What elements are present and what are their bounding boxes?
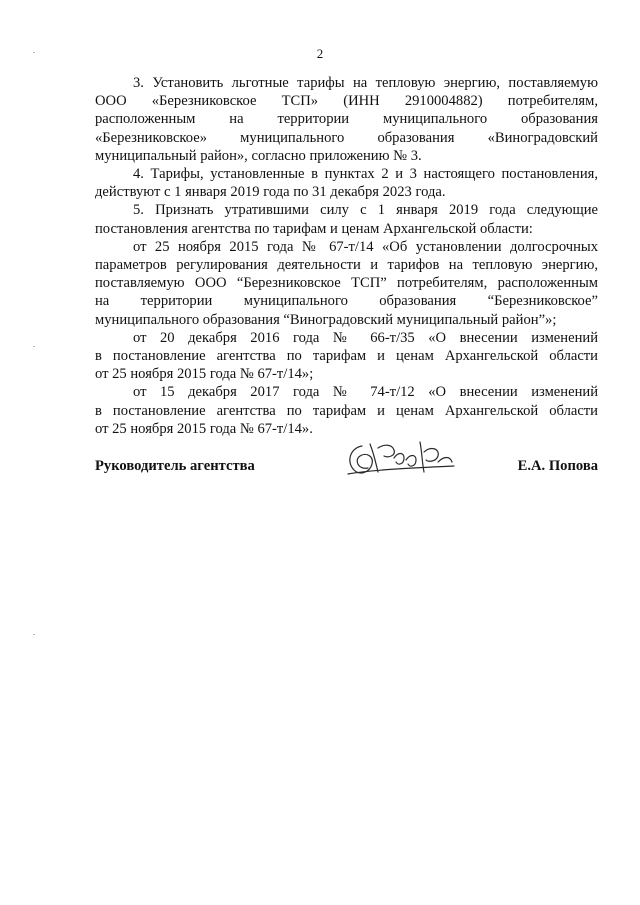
paragraph-3 [95,74,598,165]
text-line: 3. Установить льготные тарифы на тепловую энергию, поставляемую [133,75,598,91]
text-line: ООО «Березниковское ТСП» (ИНН 2910004882) потребителям, [95,93,598,110]
page-number: 2 [316,46,324,61]
text-line: муниципального образования “Виноградовский муниципальный район”»; [95,311,557,328]
text-line: параметров регулирования деятельности и тарифов на тепловую энергию, [95,257,598,274]
text-line: муниципальный район», согласно приложению № 3. [95,147,422,164]
paragraph-4 [95,165,598,201]
text-line: от 15 декабря 2017 года № 74-т/12 «О внесении изменений [133,384,598,401]
margin-mark [33,346,35,347]
signatory-name: Е.А. Попова [517,458,598,474]
text-line: от 25 ноября 2015 года № 67-т/14 «Об установлении долгосрочных [133,238,598,255]
document-body [95,74,598,438]
repealed-item-1 [95,238,598,329]
text-line: постановления агентства по тарифам и ценам Архангельской области: [95,220,533,237]
text-line: 4. Тарифы, установленные в пунктах 2 и 3 настоящего постановления, [133,166,598,183]
signature-block [95,458,598,478]
repealed-item-2 [95,329,598,384]
paragraph-5 [95,201,598,237]
signatory-position: Руководитель агентства [95,458,255,474]
text-line: поставляемую ООО “Березниковское ТСП” потребителям, расположенным [95,275,598,292]
text-line: действуют с 1 января 2019 года по 31 декабря 2023 года. [95,184,446,201]
margin-mark [33,52,35,53]
text-line: 5. Признать утратившими силу с 1 января 2019 года следующие [133,202,598,219]
text-line: от 25 ноября 2015 года № 67-т/14»; [95,366,314,383]
repealed-item-3 [95,383,598,438]
margin-mark [33,634,35,635]
text-line: от 20 декабря 2016 года № 66-т/35 «О внесении изменений [133,329,598,346]
text-line: от 25 ноября 2015 года № 67-т/14». [95,420,313,437]
text-line: в постановление агентства по тарифам и ценам Архангельской области [95,348,598,365]
text-line: на территории муниципального образования “Березниковское” [95,293,598,310]
text-line: расположенным на территории муниципального образования [95,111,598,128]
text-line: в постановление агентства по тарифам и ценам Архангельской области [95,402,598,419]
text-line: «Березниковское» муниципального образования «Виноградовский [95,129,598,146]
